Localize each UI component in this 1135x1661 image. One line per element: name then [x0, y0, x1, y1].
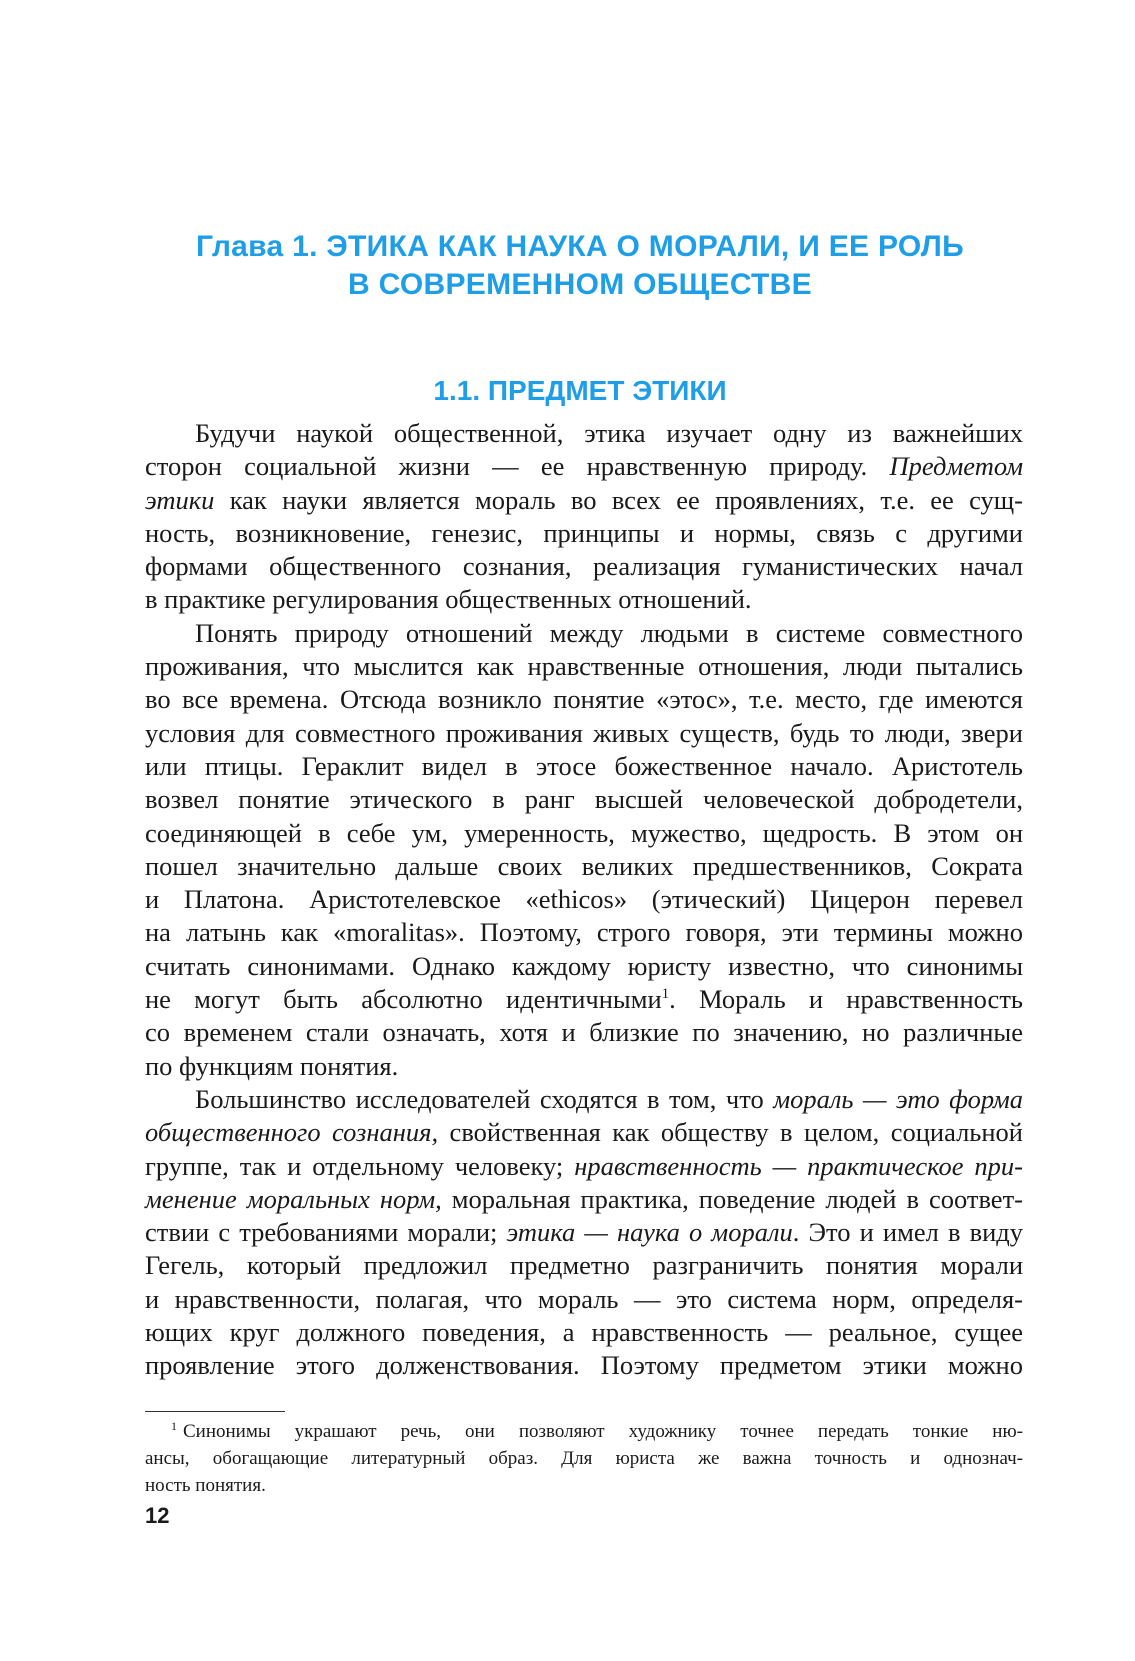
footnote-marker: 1 [171, 1418, 177, 1433]
footnote-reference[interactable]: 1 [661, 986, 670, 1003]
paragraph-2-line: считать синонимами. Однако каждому юристу известно, что синонимы [145, 950, 1023, 981]
paragraph-1-line: ность, возникновение, генезис, принципы и нормы, связь с другими [145, 517, 1023, 548]
paragraph-1-line: сторон социальной жизни — ее нравственную природу. Предметом [145, 451, 1023, 482]
paragraph-2-line: со временем стали означать, хотя и близкие по значению, но различные [145, 1017, 1023, 1048]
paragraph-2-line: пошел значительно дальше своих великих предшественников, Сократа [145, 850, 1023, 881]
paragraph-3-line: общественного сознания, свойственная как обществу в целом, социальной [145, 1117, 1023, 1148]
paragraph-3-line: Большинство исследователей сходятся в том, что мораль — это форма [195, 1083, 1023, 1114]
footnote-line: ансы, обогащающие литературный образ. Для юриста же важна точность и однознач- [145, 1448, 1023, 1469]
body-text [145, 417, 1023, 1383]
page-number: 12 [145, 1503, 170, 1528]
footnote-line: ность понятия. [145, 1475, 266, 1496]
paragraph-3-line: Гегель, который предложил предметно разграничить понятия морали [145, 1250, 1023, 1281]
footnote-divider [145, 1411, 285, 1412]
paragraph-1-line: Будучи наукой общественной, этика изучает одну из важнейших [195, 418, 1023, 448]
section-title: 1.1. ПРЕДМЕТ ЭТИКИ [433, 375, 727, 406]
paragraph-2-line: и Платона. Аристотелевское «ethicos» (этический) Цицерон перевел [145, 884, 1023, 915]
paragraph-3-line: проявление этого долженствования. Поэтому предметом этики можно [145, 1350, 1023, 1381]
chapter-title [130, 228, 1030, 304]
paragraph-3-line: менение моральных норм, моральная практика, поведение людей в соответ- [145, 1183, 1023, 1214]
paragraph-1-line: формами общественного сознания, реализация гуманистических начал [145, 551, 1023, 582]
paragraph-3-line: группе, так и отдельному человеку; нравственность — практическое при- [145, 1150, 1023, 1181]
paragraph-2-line: соединяющей в себе ум, умеренность, мужество, щедрость. В этом он [145, 817, 1023, 848]
paragraph-2-line: по функциям понятия. [145, 1050, 399, 1081]
paragraph-2-line: на латынь как «moralitas». Поэтому, строго говоря, эти термины можно [145, 917, 1023, 948]
paragraph-2-line: возвел понятие этического в ранг высшей человеческой добродетели, [145, 784, 1023, 815]
paragraph-3-line: и нравственности, полагая, что мораль — это система норм, определя- [145, 1283, 1023, 1314]
paragraph-2-line: проживания, что мыслится как нравственные отношения, люди пытались [145, 651, 1023, 682]
paragraph-2-line: Понять природу отношений между людьми в системе совместного [195, 617, 1023, 648]
paragraph-1-line: этики как науки является мораль во всех ее проявлениях, т.е. ее сущ- [145, 484, 1023, 515]
footnote-line: $^1$ Синонимы украшают речь, они позволяют художнику точнее передать тонкие ню- [171, 1418, 1023, 1442]
paragraph-2-line: условия для совместного проживания живых существ, будь то люди, звери [145, 717, 1023, 748]
paragraph-2-line: или птицы. Гераклит видел в этосе божественное начало. Аристотель [145, 750, 1023, 781]
chapter-title-line-1: Глава 1. ЭТИКА КАК НАУКА О МОРАЛИ, И ЕЕ РОЛЬ [196, 230, 964, 263]
paragraph-2-line: не могут быть абсолютно идентичными$^1$. Мораль и нравственность [145, 984, 1023, 1015]
paragraph-3-line: ющих круг должного поведения, а нравственность — реальное, сущее [145, 1317, 1023, 1348]
footnote [145, 1418, 1023, 1499]
paragraph-2-line: во все времена. Отсюда возникло понятие «этос», т.е. место, где имеются [145, 684, 1023, 715]
chapter-title-line-2: В СОВРЕМЕННОМ ОБЩЕСТВЕ [348, 268, 812, 301]
paragraph-3-line: ствии с требованиями морали; этика — наука о морали. Это и имел в виду [145, 1217, 1023, 1248]
paragraph-1-line: в практике регулирования общественных отношений. [145, 584, 752, 615]
